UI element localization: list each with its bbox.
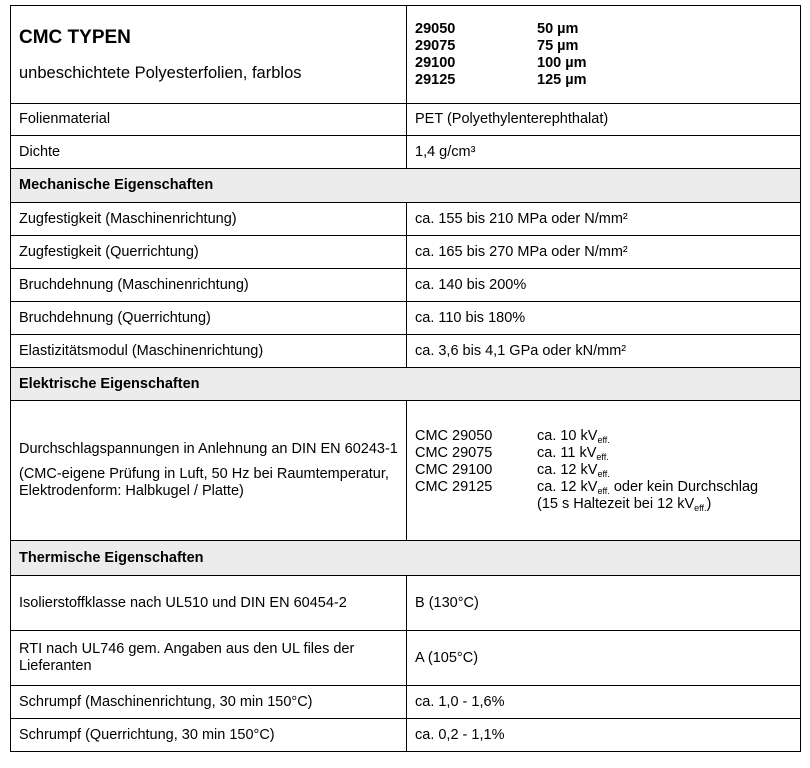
table-row [11,686,801,719]
table-row [11,335,801,368]
datasheet-table [10,5,801,752]
property-value: ca. 140 bis 200% [407,269,801,302]
table-row [11,576,801,631]
table-row [11,104,801,136]
section-title: Thermische Eigenschaften [11,541,801,576]
property-value: ca. 155 bis 210 MPa oder N/mm² [407,203,801,236]
property-value: ca. 0,2 - 1,1% [407,719,801,752]
property-label: Schrumpf (Querrichtung, 30 min 150°C) [11,719,407,752]
type-name: CMC 29100 [415,462,493,478]
table-row [11,269,801,302]
table-row [11,302,801,335]
breakdown-label: Durchschlagspannungen in Anlehnung an DIN EN 60243-1 [19,441,398,457]
property-value: 1,4 g/cm³ [407,136,801,169]
section-header-mechanical [11,169,801,203]
page-title: CMC TYPEN [19,26,131,48]
page-subtitle: unbeschichtete Polyesterfolien, farblos [19,63,302,82]
table-row [11,203,801,236]
property-label: Isolierstoffklasse nach UL510 und DIN EN 60454-2 [11,576,407,631]
type-name: CMC 29075 [415,445,493,461]
property-label: Elastizitätsmodul (Maschinenrichtung) [11,335,407,368]
property-label: Folienmaterial [11,104,407,136]
table-row [11,631,801,686]
breakdown-note: (CMC-eigene Prüfung in Luft, 50 Hz bei Raumtemperatur, Elektrodenform: Halbkugel / Platte) [19,466,389,499]
breakdown-value: ca. 10 $kV_{eff.}$ [537,428,610,445]
type-code: 29050 [415,20,456,37]
type-code: 29125 [415,71,456,88]
property-label: Dichte [11,136,407,169]
property-label: RTI nach UL746 gem. Angaben aus den UL files der Lieferanten [11,631,407,686]
property-label: Bruchdehnung (Maschinenrichtung) [11,269,407,302]
property-value: B (130°C) [407,576,801,631]
breakdown-value: ca. 12 $kV_{eff.}$ [537,462,610,479]
type-thickness: 125 µm [537,71,587,88]
property-value [407,401,801,541]
property-value: ca. 3,6 bis 4,1 GPa oder kN/mm² [407,335,801,368]
type-name: CMC 29050 [415,428,493,444]
breakdown-values [415,428,800,513]
section-header-thermal [11,541,801,576]
breakdown-value: ca. 12 $kV_{eff.}$ oder kein Durchschlag (15 s Haltezeit bei 12 $kV_{eff.}$) [537,479,759,513]
header-title-cell [11,6,407,104]
type-code: 29100 [415,54,456,71]
type-list-cell [407,6,801,104]
type-list [415,21,800,89]
property-value: ca. 1,0 - 1,6% [407,686,801,719]
table-row [11,136,801,169]
type-thickness: 50 µm [537,20,579,37]
section-title: Mechanische Eigenschaften [11,169,801,203]
section-title: Elektrische Eigenschaften [11,368,801,401]
table-row [11,719,801,752]
property-label: Zugfestigkeit (Querrichtung) [11,236,407,269]
type-thickness: 75 µm [537,37,579,54]
section-header-electrical [11,368,801,401]
property-value: ca. 110 bis 180% [407,302,801,335]
property-label: Schrumpf (Maschinenrichtung, 30 min 150°C) [11,686,407,719]
type-thickness: 100 µm [537,54,587,71]
breakdown-value: ca. 11 $kV_{eff.}$ [537,445,609,462]
property-value: PET (Polyethylenterephthalat) [407,104,801,136]
property-value: A (105°C) [407,631,801,686]
property-value: ca. 165 bis 270 MPa oder N/mm² [407,236,801,269]
property-label: Zugfestigkeit (Maschinenrichtung) [11,203,407,236]
type-code: 29075 [415,37,456,54]
property-label [11,401,407,541]
type-name: CMC 29125 [415,479,493,495]
table-row [11,401,801,541]
header-row [11,6,801,104]
property-label: Bruchdehnung (Querrichtung) [11,302,407,335]
table-row [11,236,801,269]
